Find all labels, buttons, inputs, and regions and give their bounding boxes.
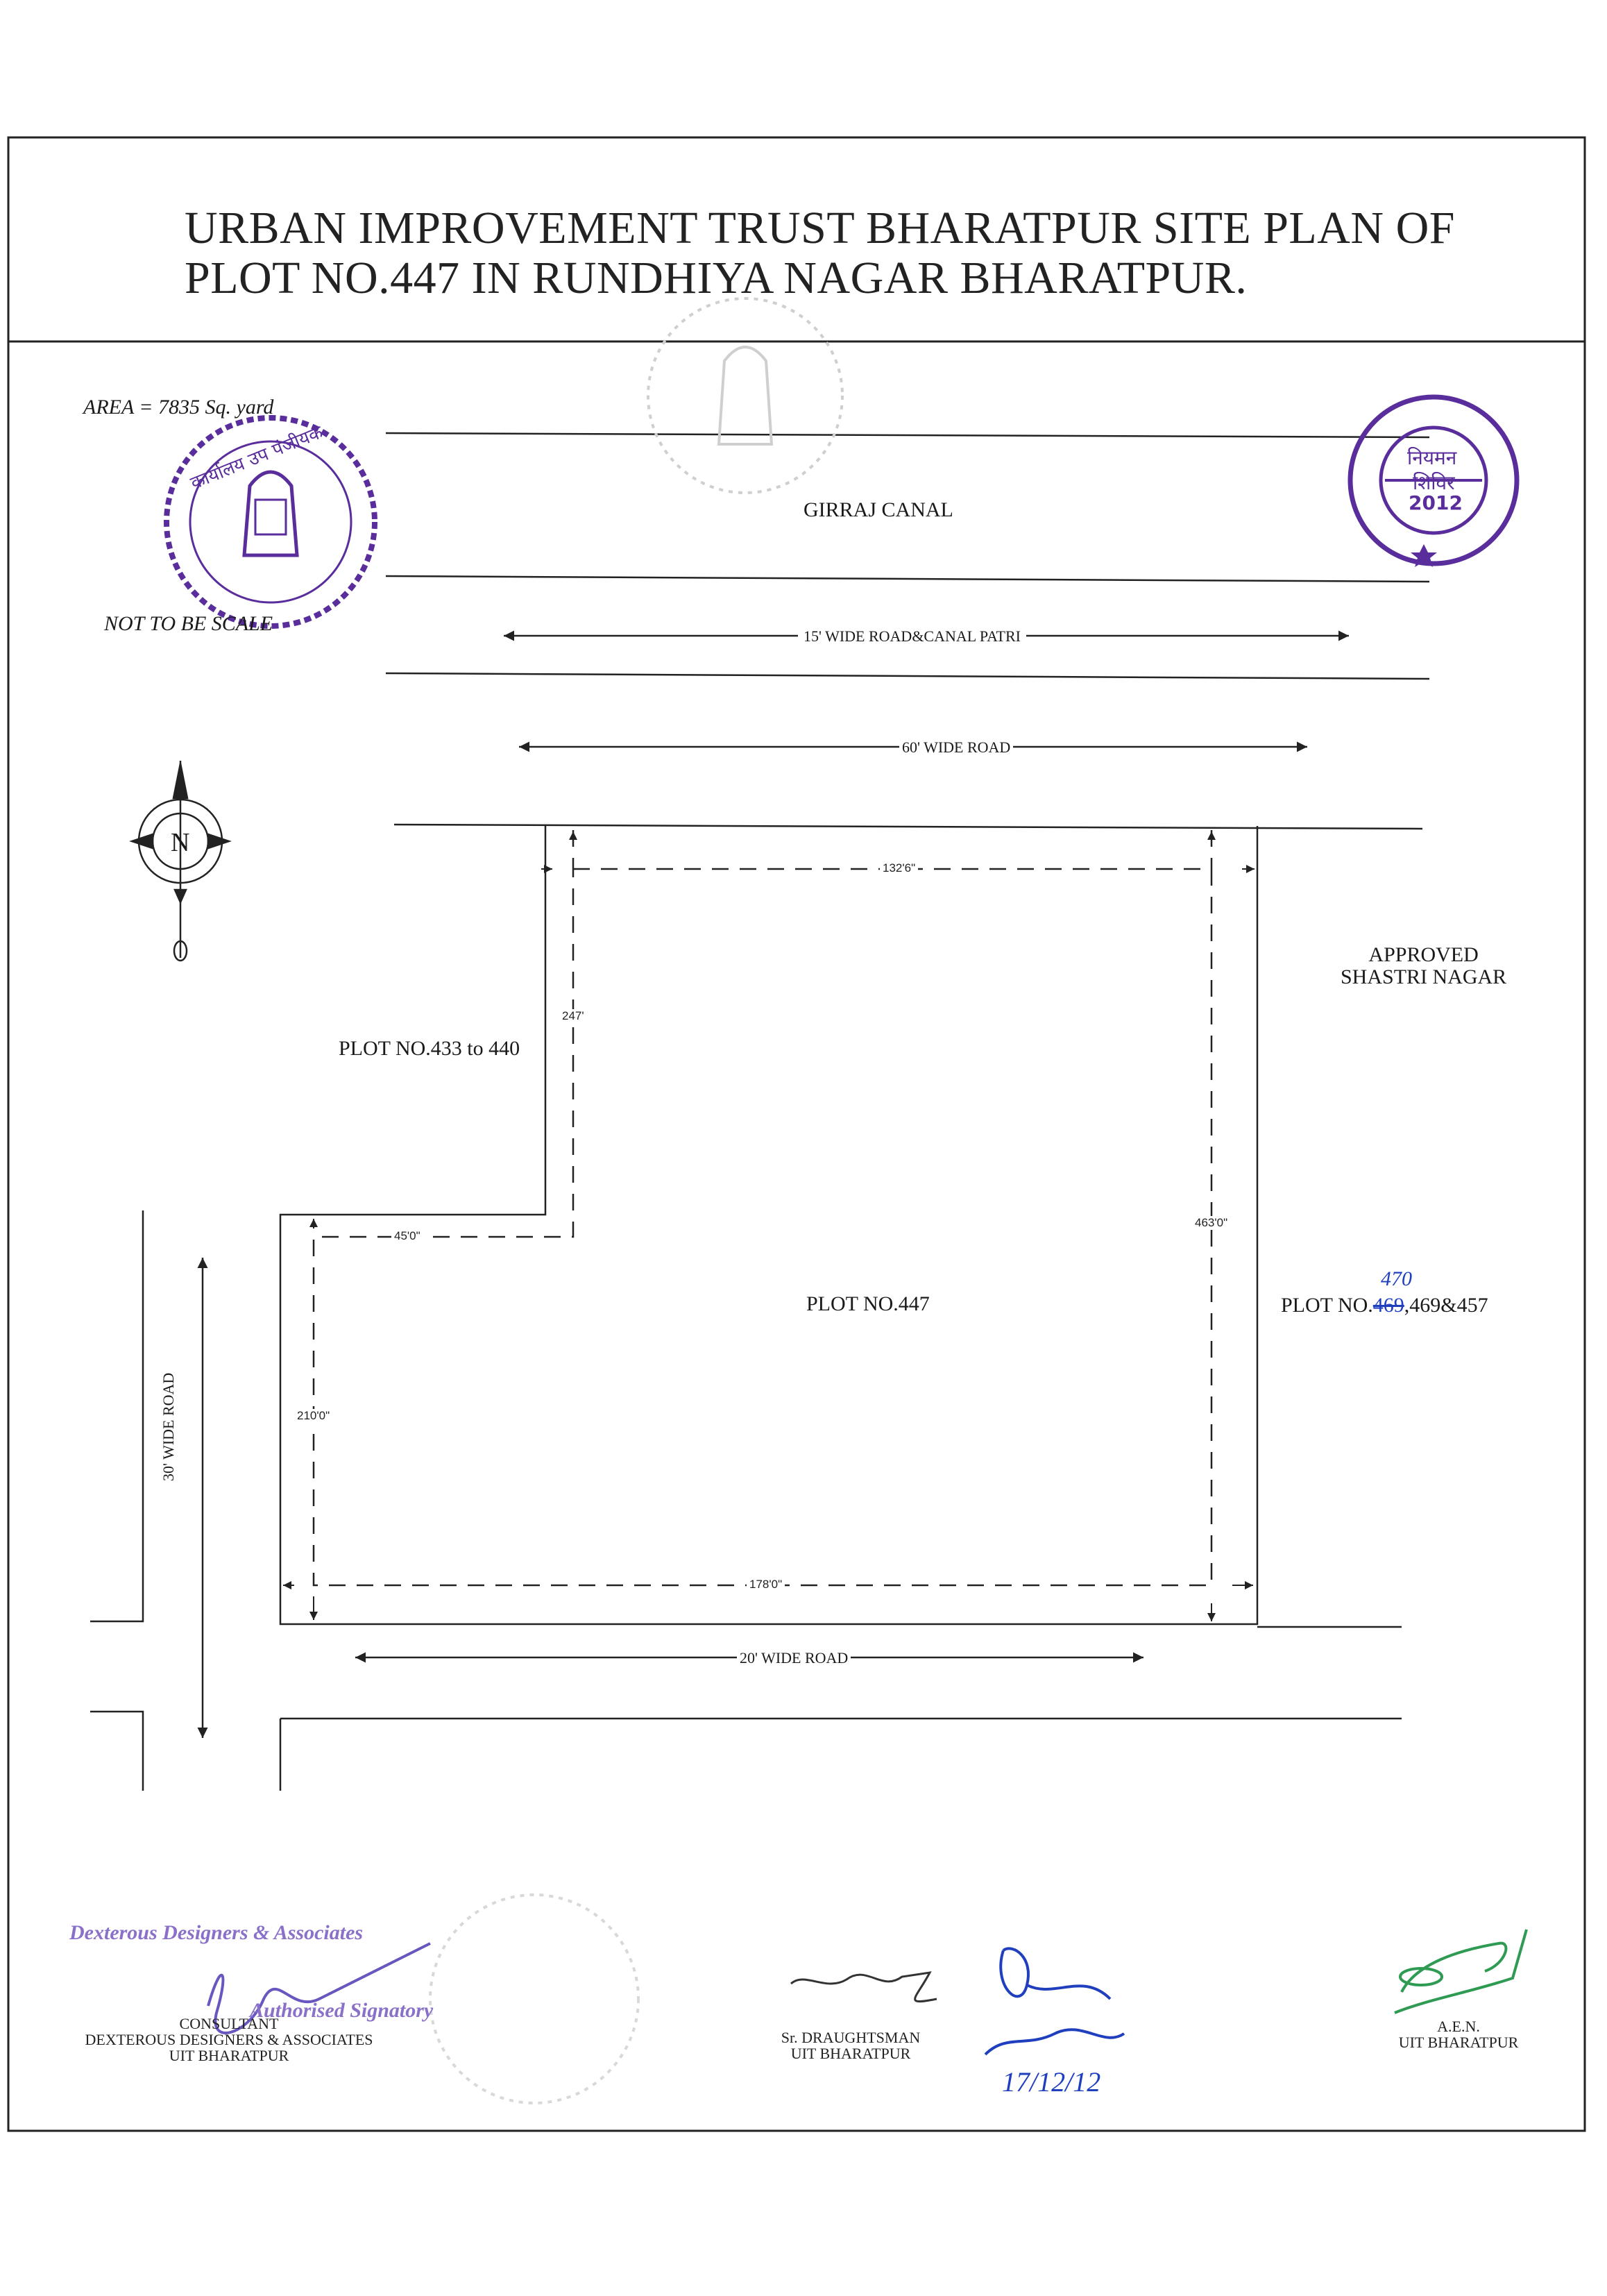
east-plots-prefix: PLOT NO. — [1281, 1294, 1373, 1317]
faint-watermark-top — [648, 298, 842, 493]
east-neighbor-label — [1341, 944, 1506, 988]
canal-bottom-edge — [386, 576, 1429, 582]
west-road-east-edge-upper — [90, 1210, 143, 1621]
east-plots-suffix: ,469&457 — [1404, 1294, 1488, 1317]
camp-stamp-text-1: नियमन — [1407, 446, 1457, 469]
plot-setback-dashed — [314, 830, 1211, 1585]
dim-bottom: 178'0" — [747, 1578, 785, 1592]
area-note: AREA = 7835 Sq. yard — [83, 396, 274, 419]
compass-north-letter: N — [171, 828, 190, 857]
camp-stamp-year: 2012 — [1409, 491, 1463, 514]
faint-watermark-bottom — [430, 1895, 638, 2103]
north-road-label: 60' WIDE ROAD — [899, 738, 1013, 757]
west-road-label: 30' WIDE ROAD — [160, 1369, 178, 1485]
patri-road-label: 15' WIDE ROAD&CANAL PATRI — [798, 627, 1026, 645]
approver-signature — [985, 1948, 1124, 2054]
aen-org: UIT BHARATPUR — [1398, 2034, 1519, 2052]
patri-south-edge — [386, 673, 1429, 679]
draughtsman-role: Sr. DRAUGHTSMAN — [781, 2029, 921, 2046]
dim-west-side: 210'0" — [294, 1409, 332, 1423]
dim-top: 132'6" — [880, 861, 918, 875]
handwritten-date: 17/12/12 — [1002, 2066, 1101, 2097]
scale-note: NOT TO BE SCALE — [104, 612, 273, 635]
aen-signature — [1395, 1930, 1527, 2013]
dim-notch-width: 45'0" — [391, 1229, 423, 1243]
dim-east-side: 463'0" — [1192, 1216, 1230, 1230]
plan-title-line-2: PLOT NO.447 IN RUNDHIYA NAGAR BHARATPUR. — [185, 253, 1248, 303]
draughtsman-block — [767, 2029, 934, 2061]
draughtsman-org: UIT BHARATPUR — [790, 2045, 911, 2063]
draughtsman-signature — [791, 1973, 937, 2002]
north-compass — [132, 761, 229, 961]
camp-stamp-text-2: शिविर — [1413, 471, 1455, 494]
consultant-block — [76, 2016, 382, 2063]
consultant-org: UIT BHARATPUR — [169, 2047, 289, 2065]
consultant-stamp-name: Dexterous Designers & Associates — [69, 1921, 364, 1944]
canal-label: GIRRAJ CANAL — [803, 498, 953, 521]
plan-title-line-1: URBAN IMPROVEMENT TRUST BHARATPUR SITE PLAN OF — [185, 203, 1455, 253]
north-road-south-edge — [394, 825, 1422, 829]
east-neighbor-line-1: APPROVED — [1368, 943, 1479, 966]
east-plots-struck: 469 — [1372, 1294, 1404, 1317]
east-plots-label — [1281, 1294, 1488, 1317]
canal-top-edge — [386, 433, 1429, 437]
west-road-corner-lower-left — [90, 1712, 143, 1791]
aen-block — [1389, 2018, 1528, 2050]
east-neighbor-line-2: SHASTRI NAGAR — [1341, 965, 1507, 988]
consultant-firm: DEXTEROUS DESIGNERS & ASSOCIATES — [85, 2031, 373, 2049]
consultant-role: CONSULTANT — [179, 2015, 279, 2032]
west-neighbor-label: PLOT NO.433 to 440 — [339, 1037, 520, 1060]
registrar-seal-text: कार्यालय उप पंजीयक — [187, 421, 326, 494]
consultant-stamp-signatory: Authorised Signatory — [250, 1999, 434, 2022]
dim-notch-height: 247' — [559, 1009, 587, 1023]
south-road-label: 20' WIDE ROAD — [737, 1649, 851, 1667]
plot-label: PLOT NO.447 — [806, 1292, 930, 1315]
aen-role: A.E.N. — [1437, 2018, 1480, 2035]
plot-boundary — [280, 826, 1257, 1624]
east-plots-handwritten: 470 — [1381, 1267, 1412, 1290]
